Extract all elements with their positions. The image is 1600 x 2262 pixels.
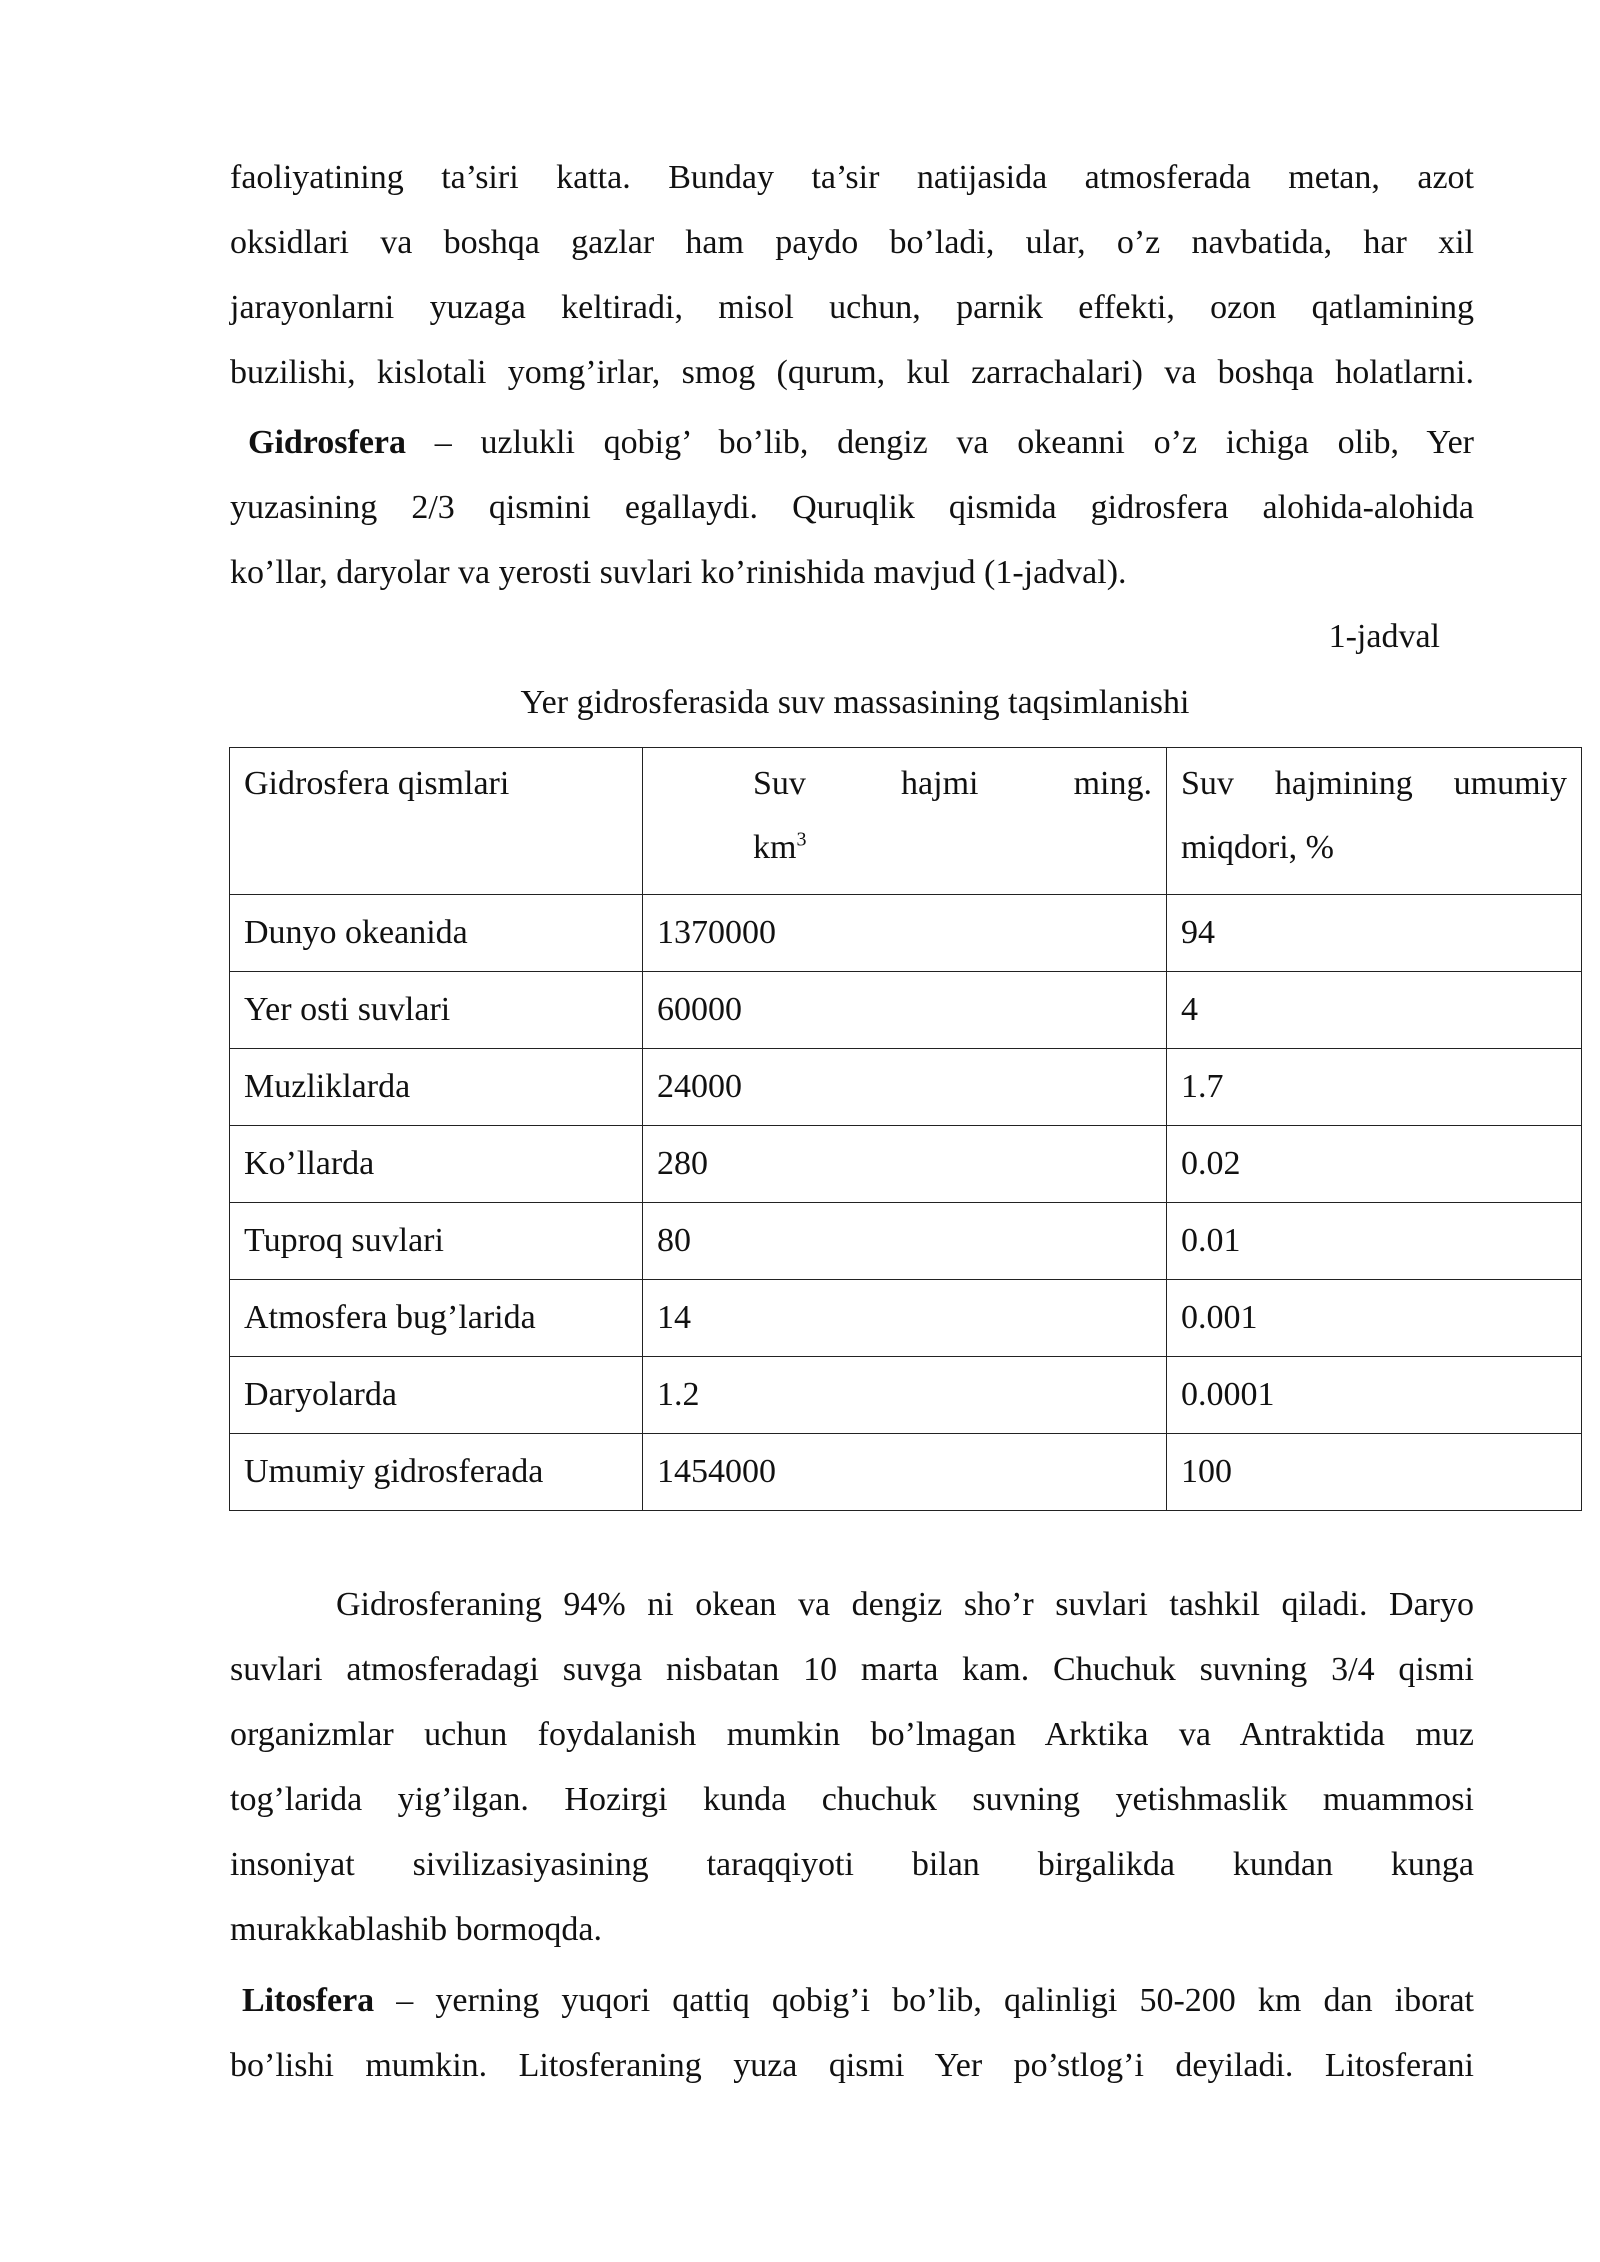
table-cell: Muzliklarda <box>230 1049 643 1126</box>
table-cell: 4 <box>1167 972 1582 1049</box>
header-unit <box>753 829 806 866</box>
text-fragment: – yerning yuqori qattiq qobig’i bo’lib, qalinligi 50-200 km dan iborat <box>374 1982 1474 2019</box>
text-line: bo’lishi mumkin. Litosferaning yuza qismi Yer po’stlog’i deyiladi. Litosferani <box>230 2047 1474 2084</box>
table-cell: 1.7 <box>1167 1049 1582 1126</box>
text-line: buzilishi, kislotali yomg’irlar, smog (qurum, kul zarrachalari) va boshqa holatlarni. <box>230 354 1474 391</box>
text-line: faoliyatining ta’siri katta. Bunday ta’sir natijasida atmosferada metan, azot <box>230 159 1474 196</box>
text-line: ko’llar, daryolar va yerosti suvlari ko’rinishida mavjud (1-jadval). <box>230 554 1127 591</box>
header-text: Suv hajmi ming. <box>753 765 1152 802</box>
unit-superscript: 3 <box>796 828 807 851</box>
table-row <box>230 1203 1582 1280</box>
text-line: tog’larida yig’ilgan. Hozirgi kunda chuchuk suvning yetishmaslik muammosi <box>230 1781 1474 1818</box>
table-title: Yer gidrosferasida suv massasining taqsimlanishi <box>520 684 1190 721</box>
header-text: Suv hajmining umumiy <box>1181 765 1567 802</box>
table-row <box>230 1049 1582 1126</box>
text-line: murakkablashib bormoqda. <box>230 1911 603 1948</box>
text-line: suvlari atmosferadagi suvga nisbatan 10 marta kam. Chuchuk suvning 3/4 qismi <box>230 1651 1474 1688</box>
table-cell: 100 <box>1167 1434 1582 1511</box>
table-cell: Ko’llarda <box>230 1126 643 1203</box>
table-row <box>230 1280 1582 1357</box>
water-distribution-table <box>229 747 1582 1511</box>
table-cell: Dunyo okeanida <box>230 895 643 972</box>
table-cell: 1370000 <box>643 895 1167 972</box>
table-cell: Yer osti suvlari <box>230 972 643 1049</box>
unit-text: km <box>753 829 797 866</box>
term-lithosphere: Litosfera <box>242 1982 375 2019</box>
text-fragment: – uzlukli qobig’ bo’lib, dengiz va okeanni o’z ichiga olib, Yer <box>406 424 1474 461</box>
text-line: yuzasining 2/3 qismini egallaydi. Quruqlik qismida gidrosfera alohida-alohida <box>230 489 1474 526</box>
header-cell-parts <box>230 748 643 895</box>
text-line: oksidlari va boshqa gazlar ham paydo bo’ladi, ular, o’z navbatida, har xil <box>230 224 1474 261</box>
table-row <box>230 1126 1582 1203</box>
header-text: Gidrosfera qismlari <box>244 765 510 802</box>
table-cell: 94 <box>1167 895 1582 972</box>
paragraph-hydrosphere <box>230 410 1474 605</box>
table-row <box>230 972 1582 1049</box>
table-cell: 14 <box>643 1280 1167 1357</box>
header-cell-volume <box>643 748 1167 895</box>
text-line: organizmlar uchun foydalanish mumkin bo’lmagan Arktika va Antraktida muz <box>230 1716 1474 1753</box>
table-row <box>230 895 1582 972</box>
table-cell: 1454000 <box>643 1434 1167 1511</box>
header-cell-percent <box>1167 748 1582 895</box>
text-line: Gidrosferaning 94% ni okean va dengiz sho’r suvlari tashkil qiladi. Daryo <box>336 1586 1474 1623</box>
header-text: miqdori, % <box>1181 829 1334 866</box>
table-row <box>230 1434 1582 1511</box>
table-cell: Daryolarda <box>230 1357 643 1434</box>
table-cell: Umumiy gidrosferada <box>230 1434 643 1511</box>
table-cell: 0.02 <box>1167 1126 1582 1203</box>
table-cell: 0.0001 <box>1167 1357 1582 1434</box>
paragraph-fresh-water <box>230 1572 1474 1962</box>
text-line <box>230 410 1474 475</box>
text-line: jarayonlarni yuzaga keltiradi, misol uchun, parnik effekti, ozon qatlamining <box>230 289 1474 326</box>
table-cell: 60000 <box>643 972 1167 1049</box>
table-cell: 1.2 <box>643 1357 1167 1434</box>
table-cell: 80 <box>643 1203 1167 1280</box>
table-cell: Atmosfera bug’larida <box>230 1280 643 1357</box>
table-cell: 0.01 <box>1167 1203 1582 1280</box>
table-cell: Tuproq suvlari <box>230 1203 643 1280</box>
table-cell: 280 <box>643 1126 1167 1203</box>
table-label: 1-jadval <box>1328 618 1440 655</box>
table-cell: 24000 <box>643 1049 1167 1126</box>
text-line: insoniyat sivilizasiyasining taraqqiyoti bilan birgalikda kundan kunga <box>230 1846 1474 1883</box>
table-row <box>230 1357 1582 1434</box>
paragraph-lithosphere <box>230 1968 1474 2098</box>
paragraph-atmosphere-effects <box>230 145 1474 405</box>
term-hydrosphere: Gidrosfera <box>248 424 407 461</box>
text-line <box>230 1968 1474 2033</box>
table-header-row <box>230 748 1582 895</box>
table-cell: 0.001 <box>1167 1280 1582 1357</box>
